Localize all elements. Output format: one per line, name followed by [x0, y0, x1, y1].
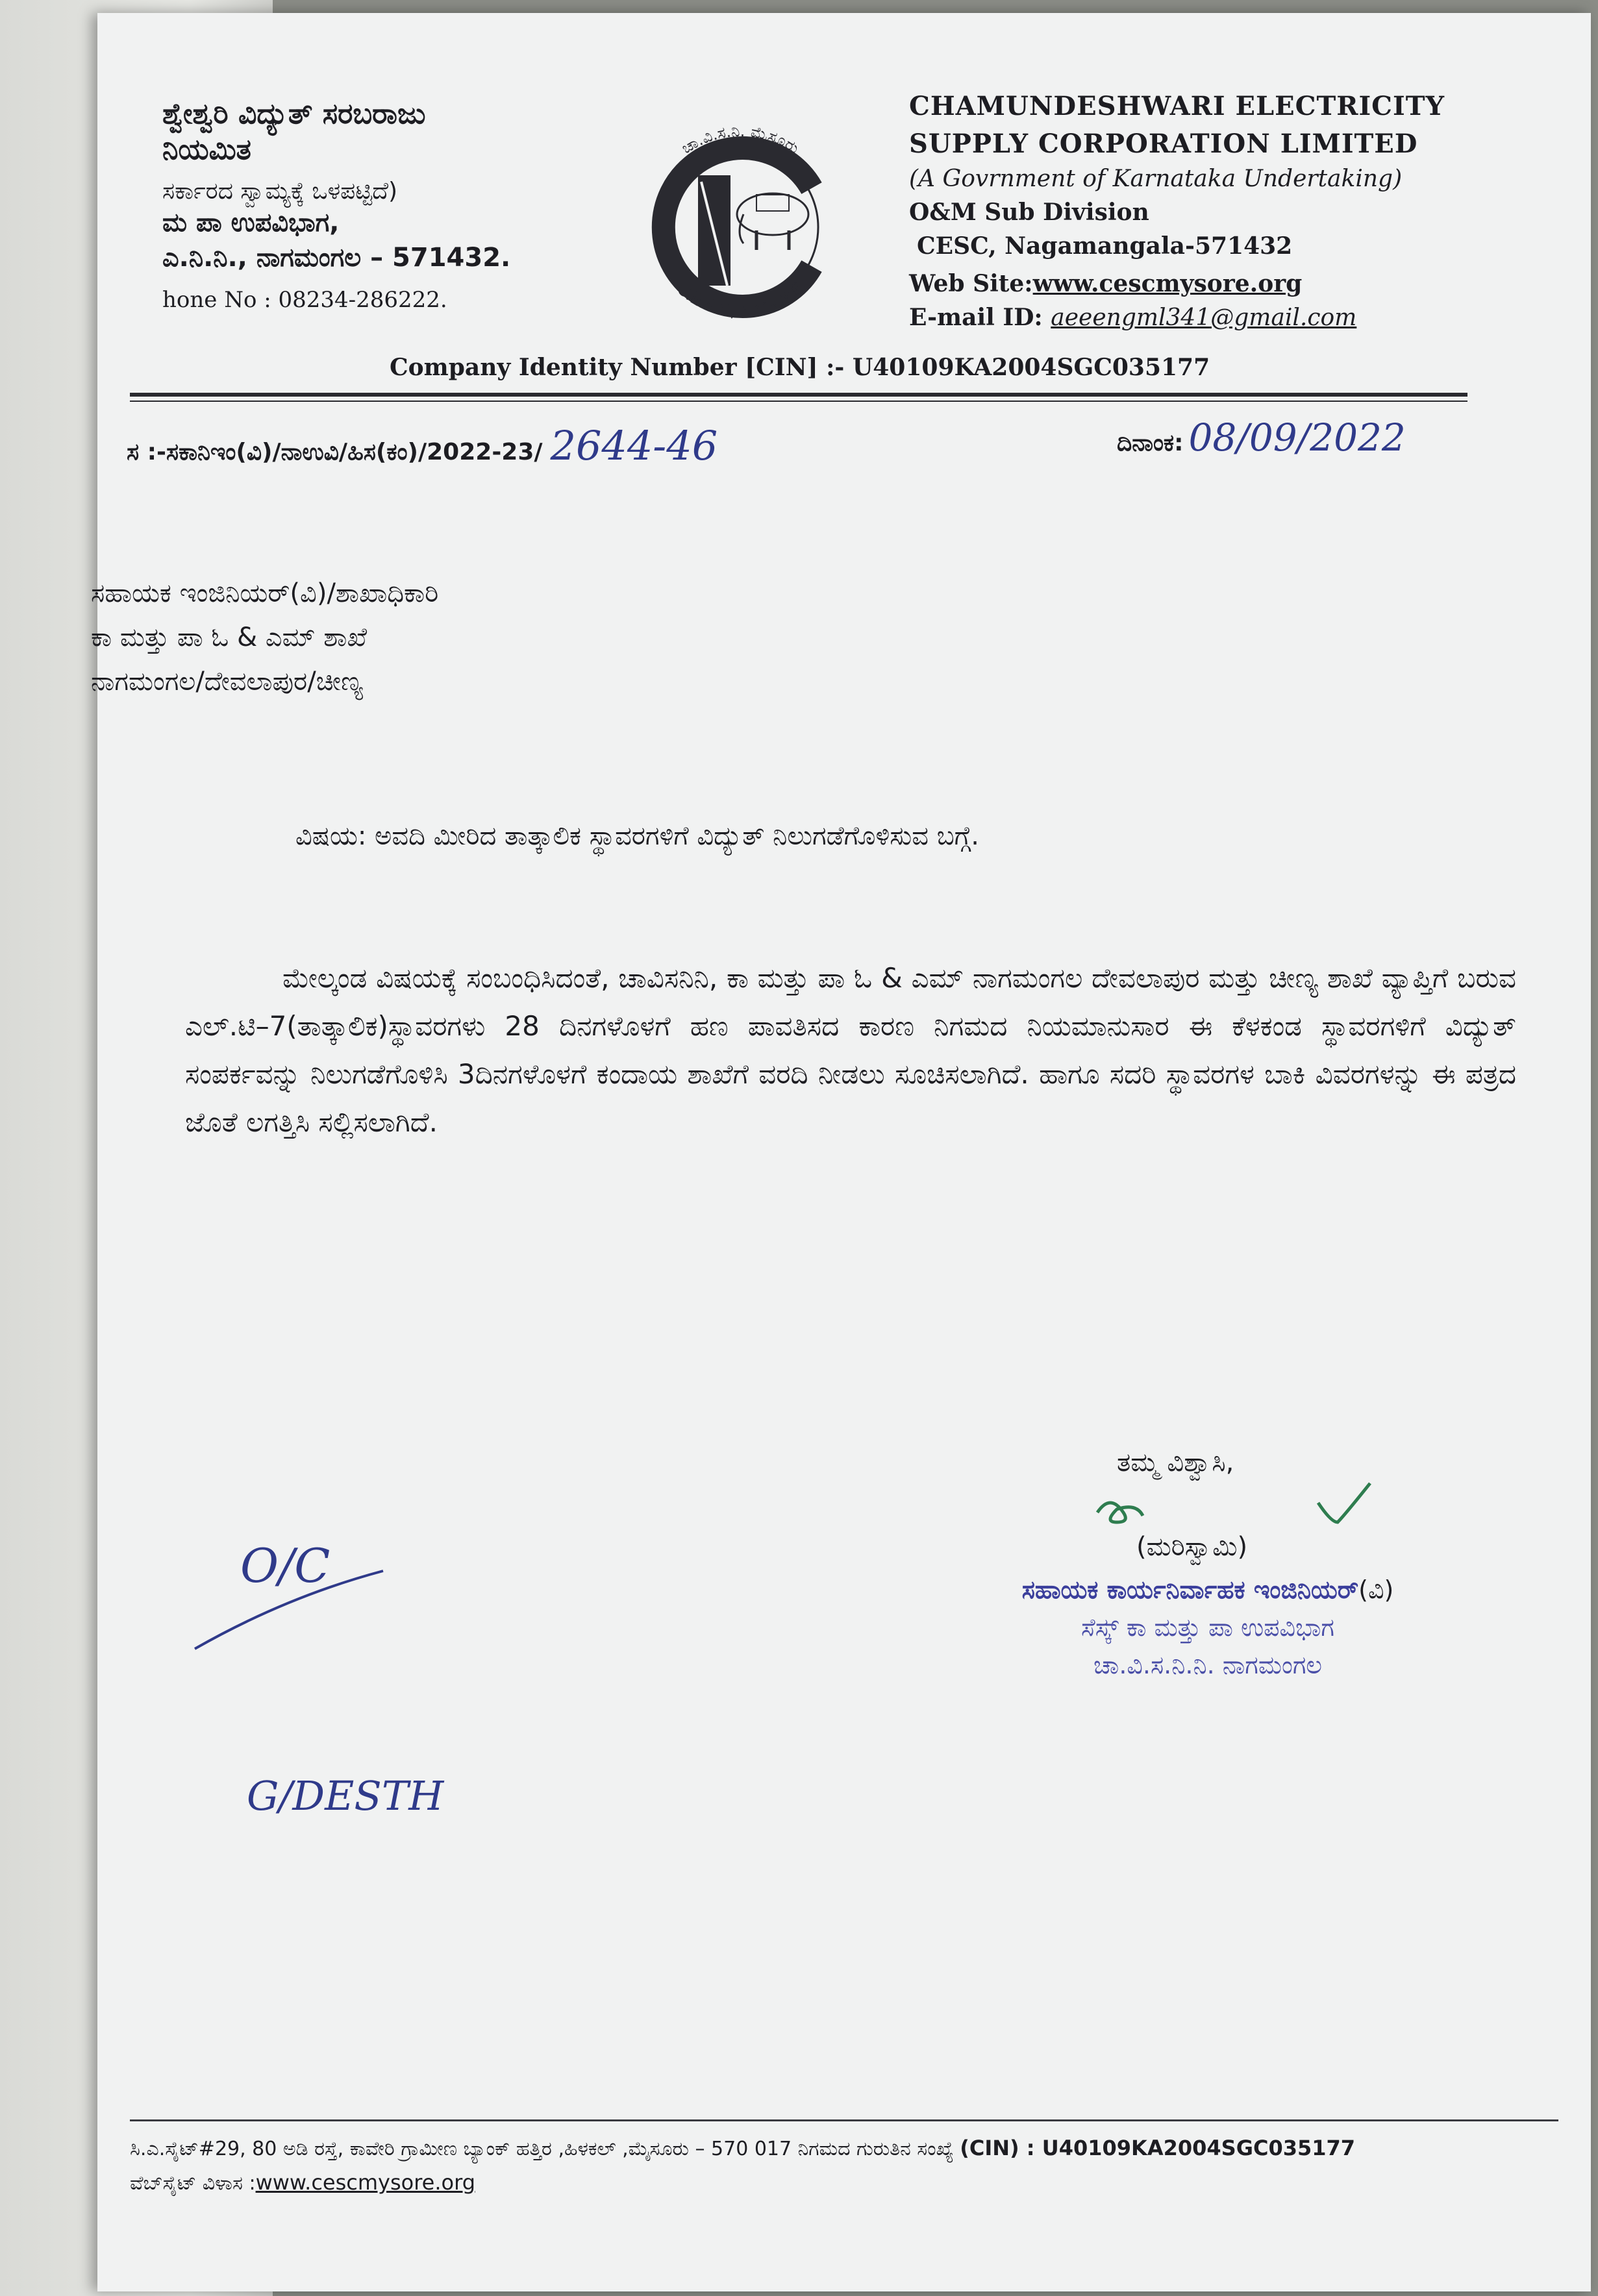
reference-number: [127, 422, 718, 469]
email-address[interactable]: aeeengml341@gmail.com: [1051, 304, 1357, 331]
designation-suffix: (ವಿ): [1358, 1575, 1394, 1604]
date-label: ದಿನಾಂಕ:: [1117, 430, 1184, 456]
english-letterhead: [909, 88, 1493, 331]
kannada-company-name: ಶ್ವೇಶ್ವರಿ ವಿದ್ಯುತ್ ಸರಬರಾಜು: [162, 97, 426, 130]
signature-mark: [1084, 1474, 1383, 1538]
header-rule-thick: [130, 393, 1467, 397]
handwritten-initials: G/DESTH: [247, 1772, 444, 1820]
company-name-line1: CHAMUNDESHWARI ELECTRICITY: [909, 91, 1445, 121]
email-line: [909, 304, 1493, 331]
footer-address-text: ಸಿ.ಎ.ಸೈಟ್#29, 80 ಅಡಿ ರಸ್ತೆ, ಕಾವೇರಿ ಗ್ರಾಮೀಣ ಬ್ಯಾಂಕ್ ಹತ್ತಿರ ,ಹಿಳಕಲ್ ,ಮೈಸೂರು – 570 017 ನಿಗಮದ ಗುರುತಿನ ಸಂಖ್ಯೆ: [130, 2138, 954, 2160]
kannada-address: ಎ.ನಿ.ನಿ., ನಾಗಮಂಗಲ – 571432.: [162, 243, 511, 273]
handwritten-date: 08/09/2022: [1188, 415, 1406, 460]
email-label: E-mail ID:: [909, 304, 1043, 331]
kannada-undertaking: ಸರ್ಕಾರದ ಸ್ವಾಮ್ಯಕ್ಕೆ ಒಳಪಟ್ಟಿದೆ): [162, 178, 398, 204]
footer-cin: (CIN) : U40109KA2004SGC035177: [960, 2136, 1356, 2160]
stamp-location: ಚಾ.ವಿ.ಸ.ನಿ.ನಿ. ನಾಗಮಂಗಲ: [1093, 1651, 1323, 1679]
header-rule-thin: [130, 401, 1467, 402]
footer-website: [130, 2170, 475, 2195]
stamp-subdivision: ಸೆಸ್ಕ್ ಕಾ ಮತ್ತು ಪಾ ಉಪವಿಭಾಗ: [1081, 1613, 1334, 1642]
footer-website-link[interactable]: www.cescmysore.org: [255, 2170, 476, 2195]
oic-underline: [188, 1558, 396, 1655]
website-line: [909, 270, 1493, 297]
kannada-letterhead: [162, 97, 617, 313]
website-link[interactable]: www.cescmysore.org: [1032, 270, 1303, 297]
handwritten-oic-note: O/C: [240, 1538, 331, 1593]
addressee-block: [91, 571, 438, 704]
subdivision-name: O&M Sub Division: [909, 199, 1149, 226]
subject-line: ವಿಷಯ: ಅವದಿ ಮೀರಿದ ತಾತ್ಕಾಲಿಕ ಸ್ಥಾವರಗಳಿಗೆ ವಿದ್ಯುತ್ ನಿಲುಗಡೆಗೊಳಿಸುವ ಬಗ್ಗೆ.: [295, 821, 979, 851]
reference-prefix: ಸ :-ಸಕಾನಿಇಂ(ವಿ)/ನಾಉವಿ/ಹಿಸ(ಕಂ)/2022-23/: [127, 439, 543, 465]
footer-rule: [130, 2119, 1558, 2121]
addressee-line1: ಸಹಾಯಕ ಇಂಜಿನಿಯರ್(ವಿ)/ಶಾಖಾಧಿಕಾರಿ: [91, 578, 439, 608]
addressee-line2: ಕಾ ಮತ್ತು ಪಾ ಓ & ಎಮ್ ಶಾಖೆ: [91, 623, 368, 652]
website-label: Web Site:: [909, 270, 1033, 297]
office-location: CESC, Nagamangala-571432: [917, 232, 1293, 260]
stamp-designation: ಸಹಾಯಕ ಕಾರ್ಯನಿರ್ವಾಹಕ ಇಂಜಿನಿಯರ್: [1021, 1575, 1359, 1604]
company-name-line2: SUPPLY CORPORATION LIMITED: [909, 129, 1418, 159]
phone-number: hone No : 08234-286222.: [162, 287, 447, 313]
logo-top-text: ಚಾ.ವಿ.ಸ.ನಿ. ಮೈಸೂರು: [678, 121, 803, 158]
cin-number: Company Identity Number [CIN] :- U40109KA2004SGC035177: [390, 354, 1210, 381]
cesc-logo: [623, 110, 857, 344]
handwritten-reference-number: 2644-46: [550, 422, 718, 469]
closing-phrase: ತಮ್ಮ ವಿಶ್ವಾಸಿ,: [1117, 1448, 1234, 1477]
letter-date: [1117, 415, 1406, 460]
addressee-line3: ನಾಗಮಂಗಲ/ದೇವಲಾಪುರ/ಚೀಣ್ಯ: [91, 667, 363, 697]
kannada-niyamita: ನಿಯಮಿತ: [162, 133, 251, 166]
footer-website-label: ವೆಬ್‌ಸೈಟ್ ವಿಳಾಸ :: [130, 2172, 256, 2195]
undertaking-note: (A Govrnment of Karnataka Undertaking): [909, 166, 1403, 192]
signatory-name: (ಮರಿಸ್ವಾಮಿ): [1136, 1532, 1248, 1562]
letter-body: ಮೇಲ್ಕಂಡ ವಿಷಯಕ್ಕೆ ಸಂಬಂಧಿಸಿದಂತೆ, ಚಾವಿಸನಿನಿ, ಕಾ ಮತ್ತು ಪಾ ಓ & ಎಮ್ ನಾಗಮಂಗಲ ದೇವಲಾಪುರ ಮತ್ತು ಚೀಣ್ಯ ಶಾಖೆ ವ್ಯಾಪ್ತಿಗೆ ಬರುವ ಎಲ್.ಟಿ–7(ತಾತ್ಕಾಲಿಕ)ಸ್ಥಾವರಗಳು 28 ದಿನಗಳೊಳಗೆ ಹಣ ಪಾವತಿಸದ ಕಾರಣ ನಿಗಮದ ನಿಯಮಾನುಸಾರ ಈ ಕೆಳಕಂಡ ಸ್ಥಾವರಗಳಿಗೆ ವಿದ್ಯುತ್ ಸಂಪರ್ಕವನ್ನು ನಿಲುಗಡೆಗೊಳಿಸಿ 3ದಿನಗಳೊಳಗೆ ಕಂದಾಯ ಶಾಖೆಗೆ ವರದಿ ನೀಡಲು ಸೂಚಿಸಲಾಗಿದೆ. ಹಾಗೂ ಸದರಿ ಸ್ಥಾವರಗಳ ಬಾಕಿ ವಿವರಗಳನ್ನು ಈ ಪತ್ರದ ಜೊತೆ ಲಗತ್ತಿಸಿ ಸಲ್ಲಿಸಲಾಗಿದೆ.: [185, 962, 1516, 1138]
footer-address: [130, 2136, 1355, 2160]
logo-bottom-text: C.E.S.C, MYSORE: [672, 278, 808, 322]
designation-stamp: [909, 1571, 1506, 1684]
kannada-subdivision: ಮ ಪಾ ಉಪವಿಭಾಗ,: [162, 208, 340, 238]
